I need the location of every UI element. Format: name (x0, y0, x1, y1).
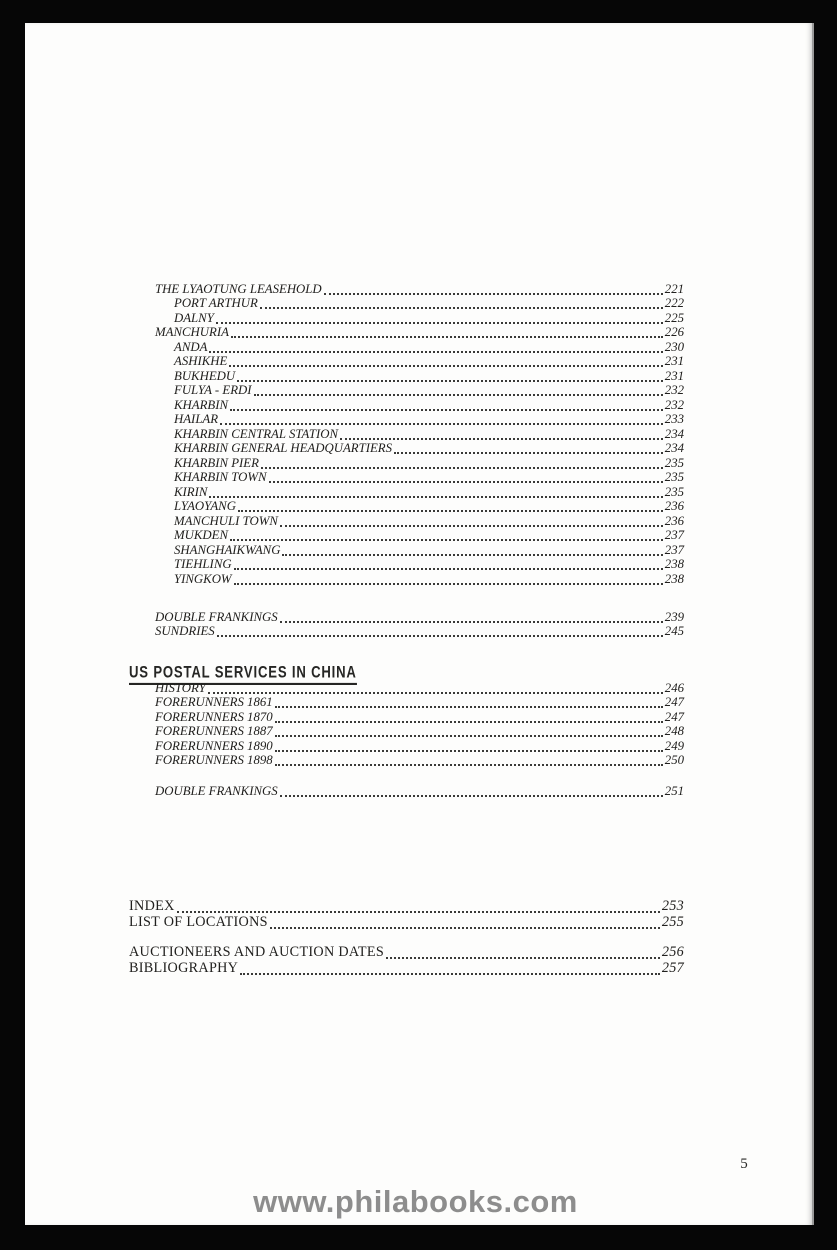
toc-entry (129, 311, 684, 326)
dot-leader (275, 706, 663, 708)
toc-back-matter-index (129, 899, 684, 931)
dot-leader (234, 583, 663, 585)
toc-section-frankings-sundries (129, 610, 684, 639)
toc-entry-label: FORERUNNERS 1861 (155, 695, 273, 709)
toc-entry-label: AUCTIONEERS AND AUCTION DATES (129, 944, 385, 960)
toc-entry-page: 248 (664, 724, 684, 738)
dot-leader (238, 510, 663, 512)
toc-entry-page: 256 (661, 944, 684, 960)
toc-entry-page: 234 (664, 426, 684, 441)
dot-leader (237, 380, 663, 382)
toc-entry (129, 355, 684, 370)
toc-entry (129, 340, 684, 355)
toc-entry (129, 369, 684, 384)
dot-leader (261, 467, 663, 469)
toc-entry-page: 251 (664, 783, 684, 798)
toc-entry (129, 500, 684, 515)
scanned-page (25, 23, 814, 1225)
toc-entry-label: DOUBLE FRANKINGS (155, 783, 278, 798)
toc-entry (129, 282, 684, 297)
toc-entry-label: MANCHURIA (155, 325, 229, 339)
dot-leader (340, 438, 663, 440)
dot-leader (324, 293, 663, 295)
dot-leader (209, 496, 662, 498)
toc-entry-label: LYAOYANG (174, 499, 236, 513)
toc-entry (129, 543, 684, 558)
toc-entry-label: FORERUNNERS 1890 (155, 738, 273, 753)
toc-entry-page: 232 (664, 383, 684, 397)
toc-entry-page: 250 (664, 753, 684, 767)
toc-entry (129, 710, 684, 725)
toc-entry-page: 237 (664, 528, 684, 542)
dot-leader (209, 351, 662, 353)
dot-leader (282, 554, 662, 556)
toc-entry (129, 572, 684, 587)
toc-entry (129, 961, 684, 977)
toc-entry-page: 231 (664, 368, 684, 383)
toc-entry-page: 234 (664, 441, 684, 455)
toc-entry-label: KHARBIN GENERAL HEADQUARTIERS (174, 441, 392, 455)
dot-leader (275, 764, 663, 766)
toc-entry-page: 237 (664, 542, 684, 557)
toc-entry (129, 413, 684, 428)
toc-entry (129, 610, 684, 625)
toc-entry (129, 725, 684, 740)
toc-entry-label: DALNY (174, 310, 214, 325)
toc-entry-page: 231 (664, 354, 684, 368)
toc-entry-label: PORT ARTHUR (174, 296, 258, 310)
toc-entry-label: TIEHLING (174, 557, 232, 571)
dot-leader (280, 621, 663, 623)
toc-entry (129, 398, 684, 413)
toc-entry (129, 625, 684, 640)
toc-entry-label: LIST OF LOCATIONS (129, 914, 268, 930)
toc-entry-label: FORERUNNERS 1870 (155, 709, 273, 724)
toc-entry-label: MUKDEN (174, 528, 229, 542)
toc-entry-page: 236 (664, 499, 684, 513)
toc-entry-label: HAILAR (174, 412, 219, 426)
dot-leader (260, 307, 663, 309)
toc-entry-label: ASHIKHE (174, 354, 228, 368)
toc-entry (129, 456, 684, 471)
toc-entry-page: 225 (664, 310, 684, 325)
dot-leader (275, 721, 663, 723)
dot-leader (229, 365, 662, 367)
dot-leader (280, 525, 663, 527)
toc-entry (129, 739, 684, 754)
toc-entry-label: FULYA - ERDI (174, 383, 252, 397)
toc-entry-page: 238 (664, 557, 684, 571)
toc-entry (129, 326, 684, 341)
toc-section-us-postal (129, 681, 684, 768)
toc-entry-page: 221 (664, 281, 684, 296)
toc-entry (129, 558, 684, 573)
toc-entry (129, 754, 684, 769)
toc-entry (129, 442, 684, 457)
toc-back-matter-auctioneers (129, 945, 684, 977)
toc-entry (129, 297, 684, 312)
toc-entry-page: 236 (664, 513, 684, 528)
dot-leader (275, 750, 663, 752)
toc-entry-page: 235 (664, 484, 684, 499)
toc-entry (129, 784, 684, 799)
toc-entry (129, 471, 684, 486)
toc-entry-label: KHARBIN PIER (174, 455, 259, 470)
toc-entry (129, 529, 684, 544)
toc-entry-label: DOUBLE FRANKINGS (155, 609, 278, 624)
toc-entry-page: 226 (664, 325, 684, 339)
toc-entry-label: KHARBIN CENTRAL STATION (174, 426, 339, 441)
toc-entry-page: 232 (664, 397, 684, 412)
toc-entry-label: SUNDRIES (155, 624, 215, 638)
dot-leader (240, 973, 660, 975)
dot-leader (234, 568, 663, 570)
dot-leader (208, 692, 663, 694)
toc-entry-label: BIBLIOGRAPHY (129, 960, 239, 976)
toc-entry-label: YINGKOW (174, 571, 232, 586)
toc-entry-label: INDEX (129, 898, 175, 914)
dot-leader (230, 409, 663, 411)
toc-entry-page: 230 (664, 339, 684, 354)
dot-leader (220, 423, 663, 425)
toc-entry-page: 238 (664, 571, 684, 586)
toc-entry-label: THE LYAOTUNG LEASEHOLD (155, 281, 322, 296)
toc-entry-page: 239 (664, 609, 684, 624)
toc-entry-page: 257 (661, 960, 684, 976)
watermark: www.philabooks.com (253, 1184, 578, 1219)
toc-entry-page: 249 (664, 738, 684, 753)
dot-leader (177, 911, 660, 913)
toc-section-us-postal-frankings (129, 784, 684, 799)
dot-leader (275, 735, 663, 737)
toc-entry-page: 247 (664, 709, 684, 724)
toc-entry-label: SHANGHAIKWANG (174, 542, 281, 557)
toc-entry-page: 235 (664, 470, 684, 484)
toc-entry-page: 255 (661, 914, 684, 930)
dot-leader (216, 322, 663, 324)
section-heading-text: US POSTAL SERVICES IN CHINA (129, 664, 357, 685)
toc-entry-label: BUKHEDU (174, 368, 236, 383)
toc-entry-label: KHARBIN (174, 397, 229, 412)
dot-leader (270, 927, 660, 929)
toc-entry-label: KHARBIN TOWN (174, 470, 267, 484)
dot-leader (269, 481, 663, 483)
dot-leader (231, 336, 663, 338)
dot-leader (254, 394, 663, 396)
toc-entry-page: 245 (664, 624, 684, 638)
toc-entry (129, 485, 684, 500)
toc-entry (129, 899, 684, 915)
toc-entry-label: FORERUNNERS 1887 (155, 724, 273, 738)
toc-entry-page: 246 (664, 680, 684, 695)
toc-entry-page: 235 (664, 455, 684, 470)
toc-entry-page: 247 (664, 695, 684, 709)
toc-entry (129, 696, 684, 711)
dot-leader (217, 635, 663, 637)
toc-entry (129, 514, 684, 529)
toc-entry-label: ANDA (174, 339, 208, 354)
toc-entry-page: 222 (664, 296, 684, 310)
dot-leader (386, 957, 660, 959)
page-number: 5 (740, 1156, 748, 1172)
toc-entry-page: 253 (661, 898, 684, 914)
dot-leader (280, 795, 663, 797)
toc-entry-label: HISTORY (155, 680, 206, 695)
toc-entry (129, 681, 684, 696)
toc-entry-page: 233 (664, 412, 684, 426)
toc-entry-label: MANCHULI TOWN (174, 513, 278, 528)
dot-leader (230, 539, 663, 541)
toc-section-leasehold-manchuria (129, 282, 684, 587)
toc-entry (129, 384, 684, 399)
toc-entry-label: FORERUNNERS 1898 (155, 753, 273, 767)
dot-leader (394, 452, 663, 454)
toc-entry (129, 945, 684, 961)
toc-entry-label: KIRIN (174, 484, 208, 499)
toc-entry (129, 427, 684, 442)
toc-entry (129, 915, 684, 931)
